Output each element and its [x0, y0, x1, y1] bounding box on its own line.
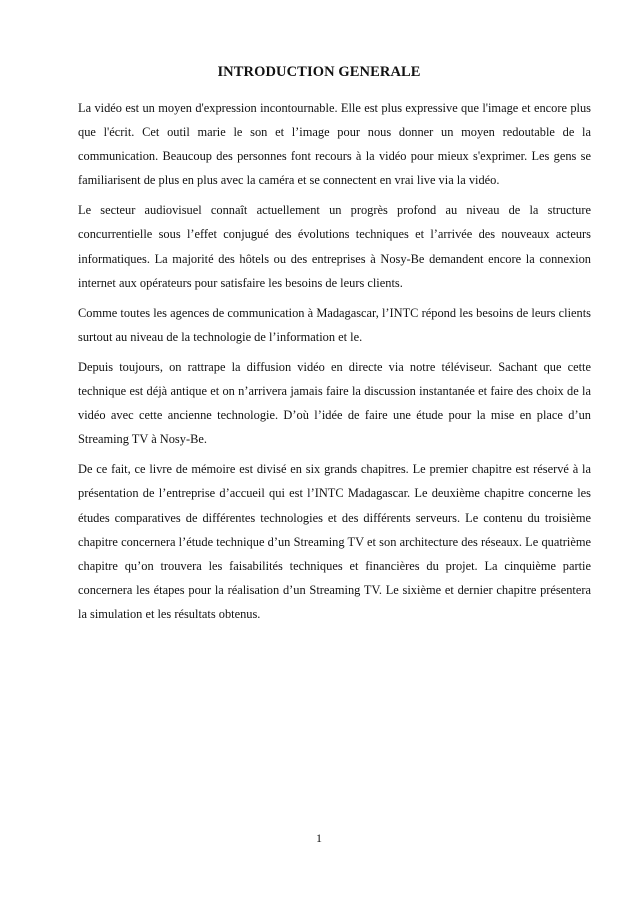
paragraph-4: Depuis toujours, on rattrape la diffusion vidéo en directe via notre téléviseur. Sachant que cette technique est déjà antique et on n’arrivera jamais faire la discussion instantanée et faire des choix de la vidéo avec cette ancienne technologie. D’où l’idée de faire une étude pour la mise en place d’un Streaming TV à Nosy-Be. [78, 359, 591, 447]
page-number: 1 [316, 831, 322, 845]
paragraph-1: La vidéo est un moyen d'expression incontournable. Elle est plus expressive que l'image et encore plus que l'écrit. Cet outil marie le son et l’image pour nous donner un moyen redoutable de la communication. Beaucoup des personnes font recours à la vidéo pour mieux s'exprimer. Les gens se familiarisent de plus en plus avec la caméra et se connectent en vrai live via la vidéo. [78, 101, 591, 188]
body-text [78, 96, 591, 632]
page-title: INTRODUCTION GENERALE [217, 64, 421, 80]
paragraph-5: De ce fait, ce livre de mémoire est divisé en six grands chapitres. Le premier chapitre est réservé à la présentation de l’entreprise d’accueil qui est l’INTC Madagascar. Le deuxième chapitre concerne les études comparatives de différentes technologies et des différents serveurs. Le contenu du troisième chapitre concernera l’étude technique d’un Streaming TV et son architecture des réseaux. Le quatrième chapitre qu’on trouvera les faisabilités techniques et financières du projet. La cinquième partie concernera les étapes pour la réalisation d’un Streaming TV. Le sixième et dernier chapitre présentera la simulation et les résultats obtenus. [78, 462, 591, 621]
paragraph-3: Comme toutes les agences de communication à Madagascar, l’INTC répond les besoins de leurs clients surtout au niveau de la technologie de l’information et le. [78, 305, 591, 344]
paragraph-2: Le secteur audiovisuel connaît actuellement un progrès profond au niveau de la structure concurrentielle sous l’effet conjugué des évolutions techniques et l’arrivée des nouveaux acteurs informatiques. La majorité des hôtels ou des entreprises à Nosy-Be demandent encore la connexion internet aux opérateurs pour satisfaire les besoins de leurs clients. [78, 203, 591, 290]
